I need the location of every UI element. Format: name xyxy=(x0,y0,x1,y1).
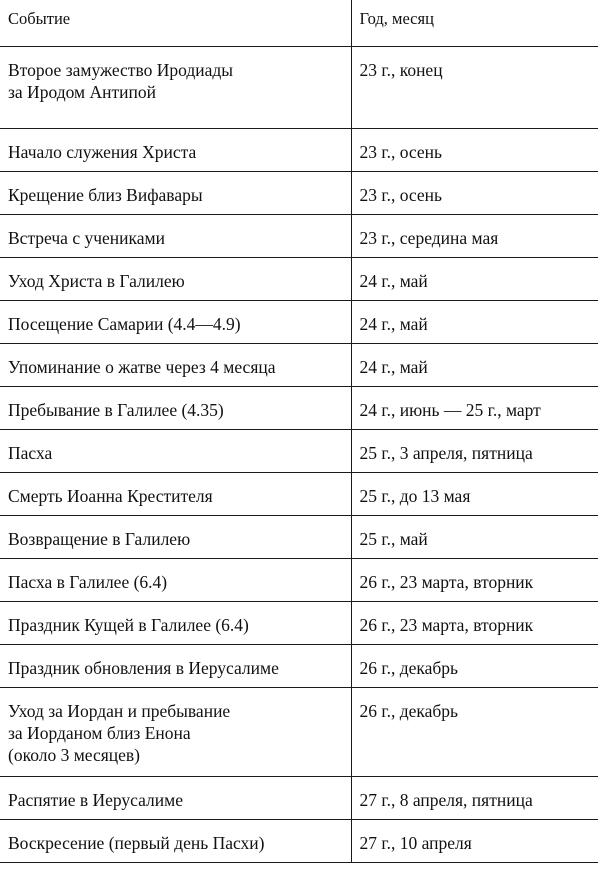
event-text-line: Упоминание о жатве через 4 месяца xyxy=(8,356,276,377)
date-cell: 24 г., май xyxy=(351,257,598,300)
event-cell xyxy=(0,558,351,601)
event-text-line: Пасха в Галилее (6.4) xyxy=(8,571,168,592)
table-row xyxy=(0,46,598,128)
table-row xyxy=(0,257,598,300)
date-cell: 25 г., до 13 мая xyxy=(351,472,598,515)
table-row xyxy=(0,601,598,644)
event-text-line: Праздник Кущей в Галилее (6.4) xyxy=(8,614,249,635)
table-row xyxy=(0,515,598,558)
event-cell xyxy=(0,776,351,819)
event-cell xyxy=(0,429,351,472)
event-cell xyxy=(0,257,351,300)
event-text-line: Начало служения Христа xyxy=(8,141,197,162)
event-text-line: Распятие в Иерусалиме xyxy=(8,789,183,810)
event-text-line: (около 3 месяцев) xyxy=(8,744,141,765)
date-cell: 26 г., 23 марта, вторник xyxy=(351,558,598,601)
date-cell: 23 г., осень xyxy=(351,171,598,214)
date-cell: 25 г., 3 апреля, пятница xyxy=(351,429,598,472)
event-cell xyxy=(0,386,351,429)
event-text-line: Воскресение (первый день Пасхи) xyxy=(8,832,265,853)
date-cell: 26 г., декабрь xyxy=(351,644,598,687)
date-cell: 25 г., май xyxy=(351,515,598,558)
date-cell: 23 г., середина мая xyxy=(351,214,598,257)
header-event: Событие xyxy=(0,0,351,46)
event-text-line: Пасха xyxy=(8,442,53,463)
table-row xyxy=(0,171,598,214)
event-text-line: Встреча с учениками xyxy=(8,227,165,248)
table-row xyxy=(0,214,598,257)
event-cell xyxy=(0,472,351,515)
event-text-line: Второе замужество Иродиады xyxy=(8,59,234,80)
table-row xyxy=(0,472,598,515)
date-cell: 26 г., 23 марта, вторник xyxy=(351,601,598,644)
header-date: Год, месяц xyxy=(351,0,598,46)
event-cell xyxy=(0,644,351,687)
date-cell: 24 г., июнь — 25 г., март xyxy=(351,386,598,429)
table-row xyxy=(0,687,598,776)
event-cell xyxy=(0,515,351,558)
event-text-line: Посещение Самарии (4.4—4.9) xyxy=(8,313,241,334)
event-cell xyxy=(0,171,351,214)
event-cell xyxy=(0,343,351,386)
event-text-line: Праздник обновления в Иерусалиме xyxy=(8,657,279,678)
event-text-line: Пребывание в Галилее (4.35) xyxy=(8,399,224,420)
event-text-line: за Иродом Антипой xyxy=(8,81,156,102)
date-cell: 26 г., декабрь xyxy=(351,687,598,776)
date-cell: 24 г., май xyxy=(351,300,598,343)
date-cell: 24 г., май xyxy=(351,343,598,386)
event-cell xyxy=(0,819,351,862)
table-row xyxy=(0,644,598,687)
event-text-line: Уход за Иордан и пребывание xyxy=(8,700,231,721)
table-row xyxy=(0,386,598,429)
event-text-line: за Иорданом близ Енона xyxy=(8,722,191,743)
table-row xyxy=(0,776,598,819)
date-cell: 23 г., осень xyxy=(351,128,598,171)
table-row xyxy=(0,300,598,343)
date-cell: 27 г., 10 апреля xyxy=(351,819,598,862)
table-row xyxy=(0,429,598,472)
date-cell: 27 г., 8 апреля, пятница xyxy=(351,776,598,819)
event-cell xyxy=(0,46,351,128)
event-cell xyxy=(0,687,351,776)
event-cell xyxy=(0,300,351,343)
table-row xyxy=(0,819,598,862)
event-text-line: Возвращение в Галилею xyxy=(8,528,191,549)
table-row xyxy=(0,128,598,171)
date-cell: 23 г., конец xyxy=(351,46,598,128)
table-row xyxy=(0,343,598,386)
table-row xyxy=(0,558,598,601)
table-body xyxy=(0,46,598,862)
event-cell xyxy=(0,214,351,257)
event-text-line: Крещение близ Вифавары xyxy=(8,184,203,205)
event-text-line: Смерть Иоанна Крестителя xyxy=(8,485,213,506)
event-text-line: Уход Христа в Галилею xyxy=(8,270,185,291)
event-cell xyxy=(0,128,351,171)
table-header-row xyxy=(0,0,598,46)
event-cell xyxy=(0,601,351,644)
